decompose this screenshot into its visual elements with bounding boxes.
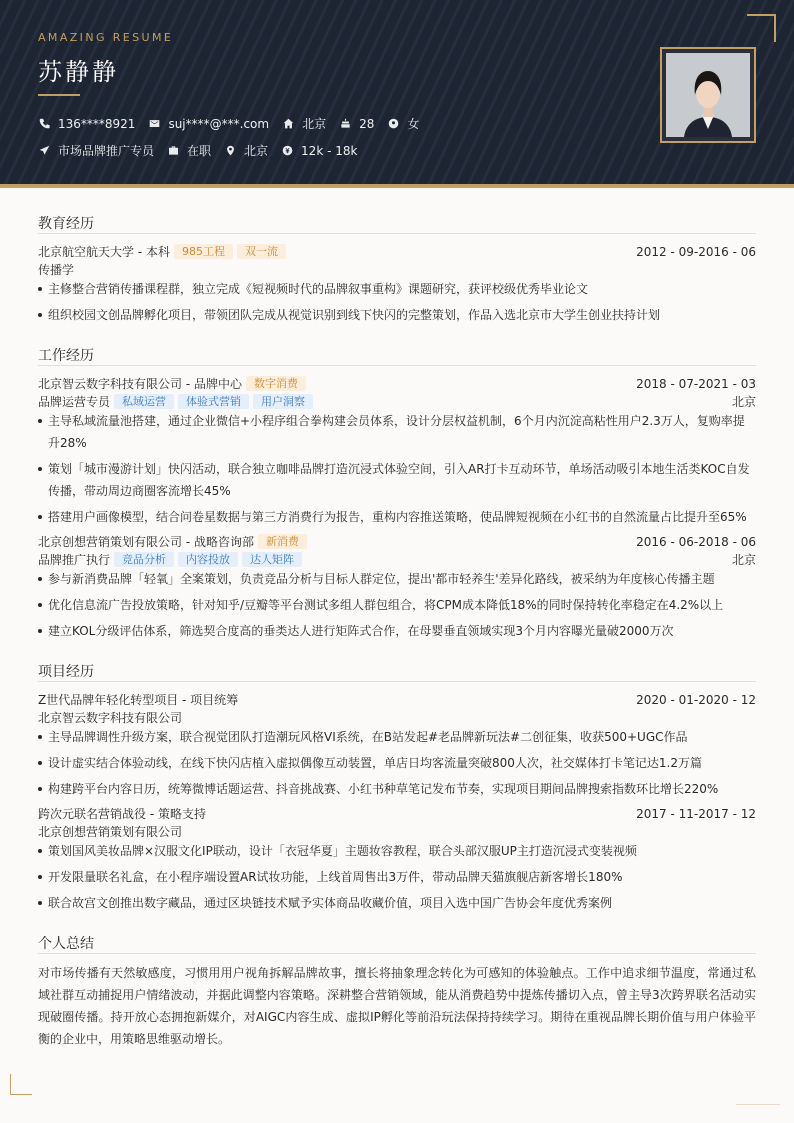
profile-photo-frame	[660, 47, 756, 143]
school-tag: 985工程	[174, 244, 233, 259]
job-bullet: 参与新消费品牌「轻氧」全案策划，负责竞品分析与目标人群定位，提出'都市轻养生'差异化路线，被采纳为年度核心传播主题	[38, 568, 756, 590]
job-bullet: 策划「城市漫游计划」快闪活动，联合独立咖啡品牌打造沉浸式体验空间，引入AR打卡互动环节，单场活动吸引本地生活类KOC自发传播，带动周边商圈客流增长45%	[38, 458, 756, 502]
target-position-item	[38, 142, 154, 159]
project-bullet: 策划国风美妆品牌×汉服文化IP联动，设计「衣冠华夏」主题妆容教程，联合头部汉服UP主打造沉浸式变装视频	[38, 840, 756, 862]
email-item	[148, 117, 269, 131]
section-divider	[38, 233, 756, 234]
phone-item	[38, 117, 135, 131]
candidate-name: 苏静静	[38, 58, 119, 86]
section-divider	[38, 953, 756, 954]
school-name: 北京航空航天大学 - 本科	[38, 245, 170, 259]
mail-icon	[148, 118, 160, 130]
job-role-row	[38, 393, 756, 410]
home-city-item	[282, 115, 326, 132]
company-tag: 新消费	[258, 534, 307, 549]
job-city: 北京	[731, 553, 756, 567]
section-title-work: 工作经历	[38, 348, 94, 364]
job-company: 北京创想营销策划有限公司 - 战略咨询部	[38, 535, 254, 549]
project-period: 2020 - 01-2020 - 12	[636, 692, 756, 707]
target-city-text: 北京	[244, 144, 269, 158]
brand-label: AMAZING RESUME	[38, 31, 174, 44]
gender-text: 女	[407, 117, 420, 131]
role-tag: 私域运营	[114, 394, 174, 409]
age-text: 28	[359, 116, 375, 131]
section-divider	[38, 365, 756, 366]
role-tag: 体验式营销	[178, 394, 249, 409]
gender-item	[387, 115, 419, 132]
education-period: 2012 - 09-2016 - 06	[636, 244, 756, 259]
project-bullet: 开发限量联名礼盒，在小程序端设置AR试妆功能，上线首周售出3万件，带动品牌天猫旗舰店新客增长180%	[38, 866, 756, 888]
section-title-projects: 项目经历	[38, 664, 94, 680]
education-bullet: 主修整合营销传播课程群，独立完成《短视频时代的品牌叙事重构》课题研究，获评校级优秀毕业论文	[38, 278, 756, 300]
job-bullet: 优化信息流广告投放策略，针对知乎/豆瓣等平台测试多组人群包组合，将CPM成本降低18%的同时保持转化率稳定在4.2%以上	[38, 594, 756, 616]
target-city-item	[224, 142, 268, 159]
contact-row	[38, 115, 432, 132]
corner-ornament-bottom-right	[736, 1104, 780, 1105]
project-bullet: 构建跨平台内容日历，统筹微博话题运营、抖音挑战赛、小红书种草笔记发布节奏，实现项目期间品牌搜索指数环比增长220%	[38, 778, 756, 800]
section-title-summary: 个人总结	[38, 936, 94, 952]
section-title-education: 教育经历	[38, 216, 94, 232]
phone-icon	[38, 118, 50, 130]
cake-icon	[339, 118, 351, 130]
project-name: Z世代品牌年轻化转型项目 - 项目统筹	[38, 693, 239, 707]
job-bullet: 搭建用户画像模型，结合问卷星数据与第三方消费行为报告，重构内容推送策略，使品牌短视频在小红书的自然流量占比提升至65%	[38, 506, 756, 528]
summary-text: 对市场传播有天然敏感度，习惯用用户视角拆解品牌故事，擅长将抽象理念转化为可感知的体验触点。工作中追求细节温度，常通过私域社群互动捕捉用户情绪波动，并据此调整内容策略。深耕整合营销领域，能从消费趋势中提炼传播切入点，曾主导3次跨界联名活动实现破圈传播。持开放心态拥抱新媒介，对AIGC内容生成、虚拟IP孵化等前沿玩法保持持续学习。期待在重视品牌长期价值与用户体验平衡的企业中，用策略思维驱动增长。	[38, 966, 756, 1046]
job-status-text: 在职	[187, 144, 212, 158]
job-header-row	[38, 533, 756, 550]
corner-ornament-top-right	[747, 14, 776, 42]
job-period: 2018 - 07-2021 - 03	[636, 376, 756, 391]
profile-photo	[666, 53, 750, 137]
gender-icon	[387, 118, 399, 130]
job-role: 品牌运营专员	[38, 395, 111, 409]
home-icon	[282, 118, 294, 130]
role-tag: 内容投放	[178, 552, 238, 567]
project-period: 2017 - 11-2017 - 12	[636, 806, 756, 821]
job-role: 品牌推广执行	[38, 553, 111, 567]
role-tag: 用户洞察	[253, 394, 313, 409]
job-city: 北京	[731, 395, 756, 409]
salary-icon	[281, 145, 293, 157]
send-icon	[38, 145, 50, 157]
job-role-row	[38, 551, 756, 568]
job-bullet: 建立KOL分级评估体系，筛选契合度高的垂类达人进行矩阵式合作，在母婴垂直领域实现3个月内容曝光量破2000万次	[38, 620, 756, 642]
project-bullet: 联合故宫文创推出数字藏品，通过区块链技术赋予实体商品收藏价值，项目入选中国广告协会年度优秀案例	[38, 892, 756, 914]
salary-text: 12k - 18k	[301, 143, 358, 158]
project-header-row	[38, 691, 756, 708]
email-text: suj****@***.com	[168, 116, 270, 131]
job-header-row	[38, 375, 756, 392]
project-bullet: 主导品牌调性升级方案，联合视觉团队打造潮玩风格VI系统，在B站发起#老品牌新玩法#二创征集，收获500+UGC作品	[38, 726, 756, 748]
target-position-text: 市场品牌推广专员	[58, 144, 155, 158]
location-icon	[224, 145, 236, 157]
project-header-row	[38, 805, 756, 822]
name-underline	[38, 94, 80, 96]
job-company: 北京智云数字科技有限公司 - 品牌中心	[38, 377, 242, 391]
project-org: 北京创想营销策划有限公司	[38, 825, 183, 839]
education-bullet: 组织校园文创品牌孵化项目，带领团队完成从视觉识别到线下快闪的完整策划，作品入选北京市大学生创业扶持计划	[38, 304, 756, 326]
education-major: 传播学	[38, 263, 75, 277]
job-period: 2016 - 06-2018 - 06	[636, 534, 756, 549]
age-item	[339, 117, 374, 131]
briefcase-icon	[167, 145, 179, 157]
education-header-row	[38, 243, 756, 260]
job-status-item	[167, 142, 211, 159]
phone-text: 136****8921	[58, 116, 136, 131]
header-accent-line	[0, 184, 794, 188]
project-org: 北京智云数字科技有限公司	[38, 711, 183, 725]
project-bullet: 设计虚实结合体验动线，在线下快闪店植入虚拟偶像互动装置，单店日均客流量突破800人次，社交媒体打卡笔记达1.2万篇	[38, 752, 756, 774]
job-intent-row	[38, 142, 370, 159]
school-tag: 双一流	[237, 244, 286, 259]
company-tag: 数字消费	[246, 376, 306, 391]
corner-ornament-bottom-left	[10, 1074, 32, 1095]
project-name: 跨次元联名营销战役 - 策略支持	[38, 807, 206, 821]
role-tag: 达人矩阵	[242, 552, 302, 567]
home-city-text: 北京	[302, 117, 327, 131]
job-bullet: 主导私域流量池搭建，通过企业微信+小程序组合拳构建会员体系，设计分层权益机制，6个月内沉淀高粘性用户2.3万人，复购率提升28%	[38, 410, 756, 454]
salary-item	[281, 144, 357, 158]
role-tag: 竞品分析	[114, 552, 174, 567]
section-divider	[38, 681, 756, 682]
